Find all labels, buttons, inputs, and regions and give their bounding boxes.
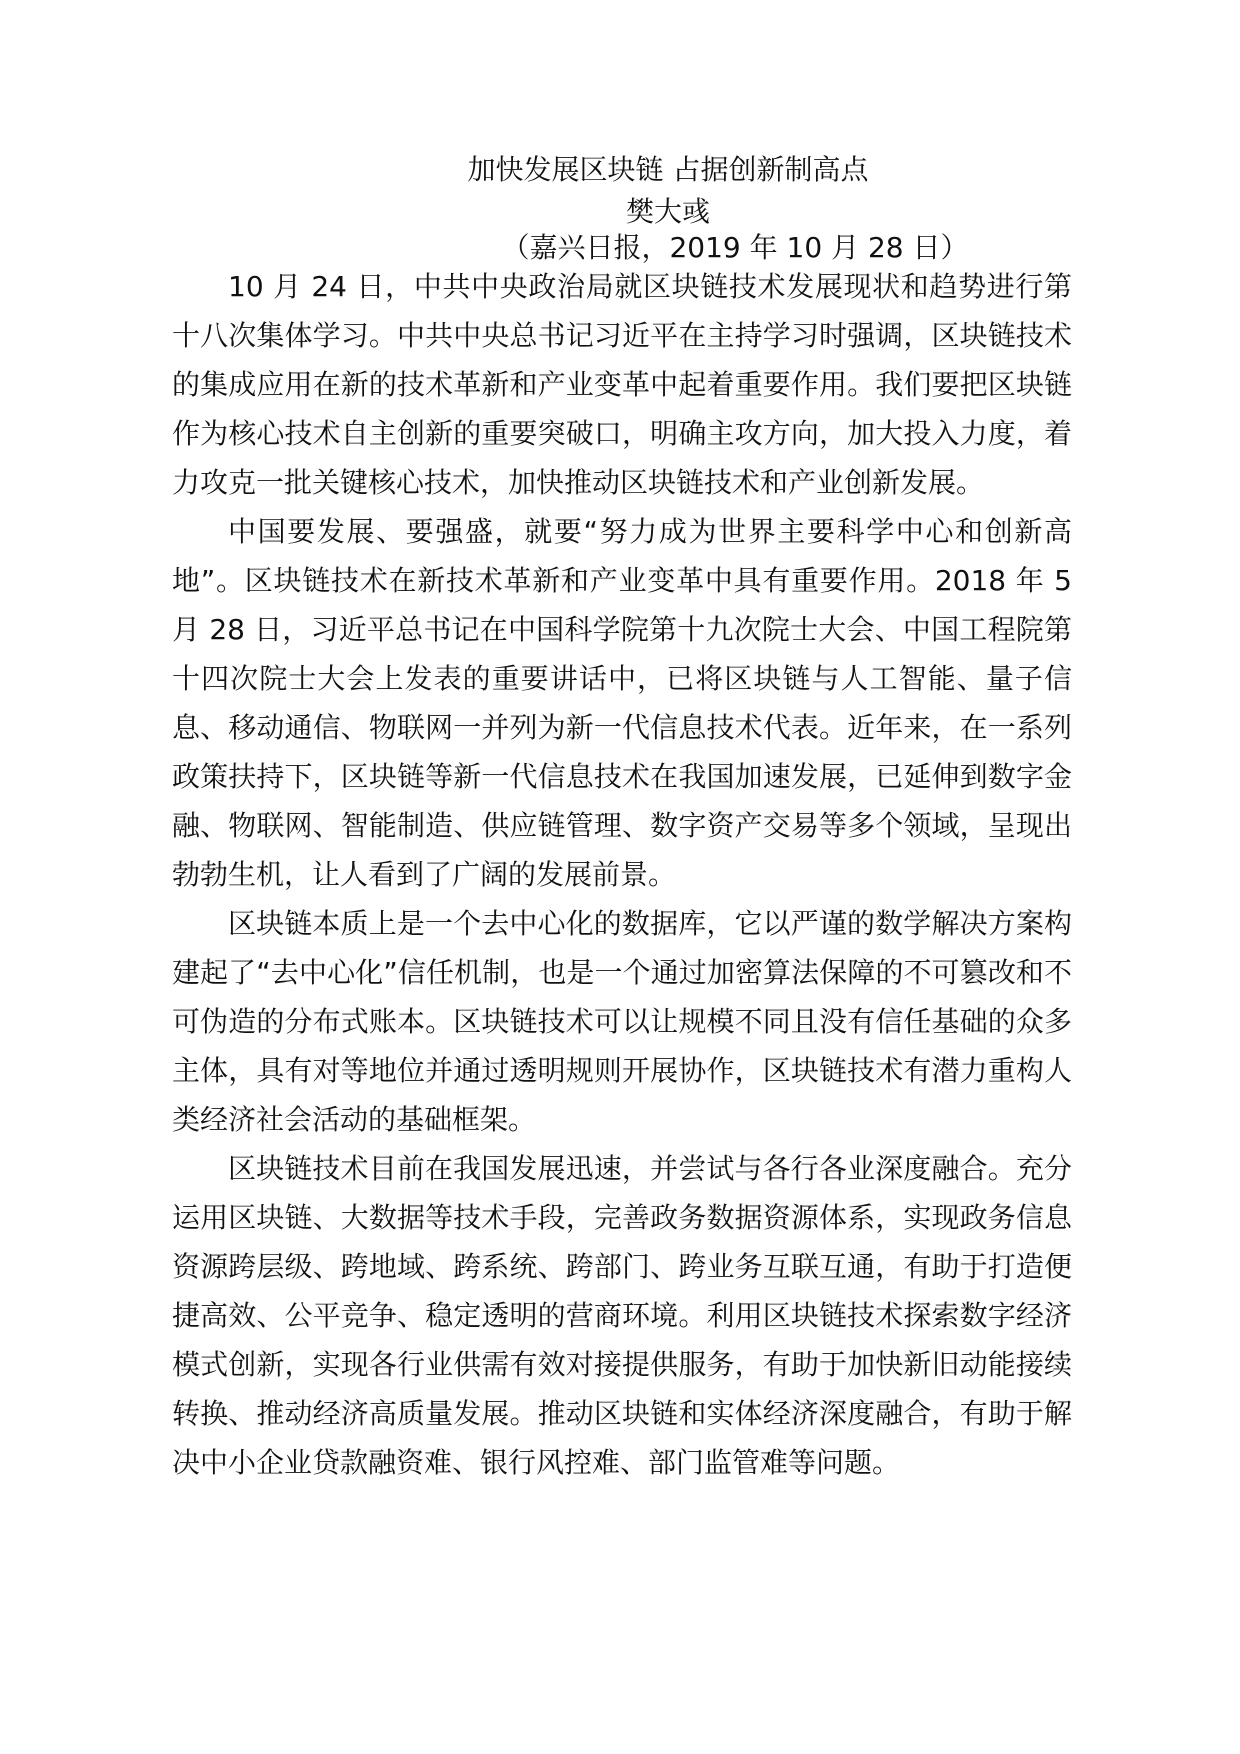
article-author: 樊大彧 [625,195,710,228]
paragraph-1: 10 月 24 日，中共中央政治局就区块链技术发展现状和趋势进行第十八次集体学习。中共中央总书记习近平在主持学习时强调，区块链技术的集成应用在新的技术革新和产业变革中起着重要作用。我们要把区块链作为核心技术自主创新的重要突破口，明确主攻方向，加大投入力度，着力攻克一批关键核心技术，加快推动区块链技术和产业创新发展。 [172,270,1072,499]
article-body [172,262,1072,1487]
paragraph-4: 区块链技术目前在我国发展迅速，并尝试与各行各业深度融合。充分运用区块链、大数据等技术手段，完善政务数据资源体系，实现政务信息资源跨层级、跨地域、跨系统、跨部门、跨业务互联互通，有助于打造便捷高效、公平竞争、稳定透明的营商环境。利用区块链技术探索数字经济模式创新，实现各行业供需有效对接提供服务，有助于加快新旧动能接续转换、推动经济高质量发展。推动区块链和实体经济深度融合，有助于解决中小企业贷款融资难、银行风控难、部门监管难等问题。 [172,1152,1072,1479]
paragraph-2: 中国要发展、要强盛，就要“努力成为世界主要科学中心和创新高地”。区块链技术在新技术革新和产业变革中具有重要作用。2018 年 5 月 28 日，习近平总书记在中国科学院第十九次院士大会、中国工程院第十四次院士大会上发表的重要讲话中，已将区块链与人工智能、量子信息、移动通信、物联网一并列为新一代信息技术代表。近年来，在一系列政策扶持下，区块链等新一代信息技术在我国加速发展，已延伸到数字金融、物联网、智能制造、供应链管理、数字资产交易等多个领域，呈现出勃勃生机，让人看到了广阔的发展前景。 [172,515,1072,891]
paragraph-3: 区块链本质上是一个去中心化的数据库，它以严谨的数学解决方案构建起了“去中心化”信任机制，也是一个通过加密算法保障的不可篡改和不可伪造的分布式账本。区块链技术可以让规模不同且没有信任基础的众多主体，具有对等地位并通过透明规则开展协作，区块链技术有潜力重构人类经济社会活动的基础框架。 [172,907,1072,1136]
article-title: 加快发展区块链 占据创新制高点 [467,153,869,186]
article-source: （嘉兴日报，2019 年 10 月 28 日） [501,231,969,264]
